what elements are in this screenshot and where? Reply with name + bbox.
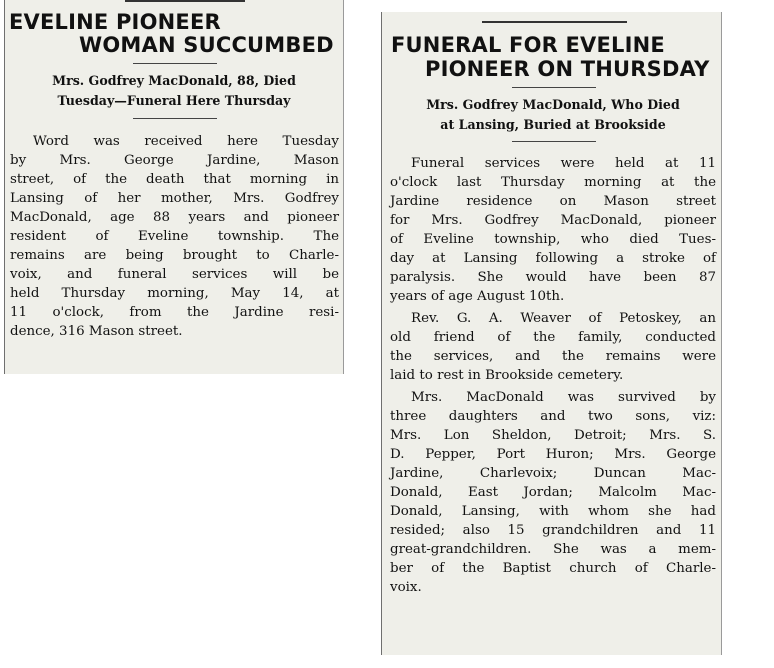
top-rule: [482, 21, 627, 23]
body-line: MacDonald, age 88 years and pioneer: [10, 210, 339, 225]
body-line: day at Lansing following a stroke of: [390, 251, 716, 266]
body-line: three daughters and two sons, viz:: [390, 409, 716, 424]
subhead-line: at Lansing, Buried at Brookside: [440, 117, 666, 132]
top-rule: [125, 0, 245, 2]
body-line: Mrs. MacDonald was survived by: [411, 390, 716, 405]
body-line: voix, and funeral services will be: [10, 267, 339, 282]
body-line: Word was received here Tuesday: [33, 134, 339, 149]
body-line: Donald, East Jordan; Malcolm Mac-: [390, 485, 716, 500]
body-line: for Mrs. Godfrey MacDonald, pioneer: [390, 213, 716, 228]
body-line: by Mrs. George Jardine, Mason: [10, 153, 339, 168]
body-line: Donald, Lansing, with whom she had: [390, 504, 716, 519]
body-line: D. Pepper, Port Huron; Mrs. George: [390, 447, 716, 462]
left-clipping: [4, 0, 344, 374]
body-line: Mrs. Lon Sheldon, Detroit; Mrs. S.: [390, 428, 716, 443]
body-line: old friend of the family, conducted: [390, 330, 716, 345]
subhead-line: Mrs. Godfrey MacDonald, Who Died: [426, 97, 680, 112]
right-clipping: [381, 12, 722, 655]
body-line: Jardine residence on Mason street: [390, 194, 716, 209]
body-line: paralysis. She would have been 87: [390, 270, 716, 285]
headline-rule: [512, 87, 596, 88]
body-line: ber of the Baptist church of Charle-: [390, 561, 716, 576]
body-line: held Thursday morning, May 14, at: [10, 286, 339, 301]
body-line: resident of Eveline township. The: [10, 229, 339, 244]
headline-line: FUNERAL FOR EVELINE: [391, 33, 665, 57]
subhead-rule: [512, 141, 596, 142]
body-line: street, of the death that morning in: [10, 172, 339, 187]
subhead-line: Mrs. Godfrey MacDonald, 88, Died: [52, 73, 296, 88]
body-line: of Eveline township, who died Tues-: [390, 232, 716, 247]
body-line: voix.: [390, 580, 422, 595]
headline-line: WOMAN SUCCUMBED: [79, 33, 334, 57]
headline-rule: [133, 63, 217, 64]
body-line: years of age August 10th.: [390, 289, 565, 304]
body-line: 11 o'clock, from the Jardine resi-: [10, 305, 339, 320]
subhead-rule: [133, 118, 217, 119]
body-line: o'clock last Thursday morning at the: [390, 175, 716, 190]
body-line: remains are being brought to Charle-: [10, 248, 339, 263]
headline-line: PIONEER ON THURSDAY: [425, 57, 710, 81]
body-line: great-grandchildren. She was a mem-: [390, 542, 716, 557]
subhead-line: Tuesday—Funeral Here Thursday: [57, 93, 291, 108]
body-line: Rev. G. A. Weaver of Petoskey, an: [411, 311, 716, 326]
body-line: Funeral services were held at 11: [411, 156, 716, 171]
headline-line: EVELINE PIONEER: [9, 10, 221, 34]
body-line: Lansing of her mother, Mrs. Godfrey: [10, 191, 339, 206]
body-line: the services, and the remains were: [390, 349, 716, 364]
body-line: dence, 316 Mason street.: [10, 324, 183, 339]
body-line: Jardine, Charlevoix; Duncan Mac-: [390, 466, 716, 481]
body-line: resided; also 15 grandchildren and 11: [390, 523, 716, 538]
body-line: laid to rest in Brookside cemetery.: [390, 368, 624, 383]
